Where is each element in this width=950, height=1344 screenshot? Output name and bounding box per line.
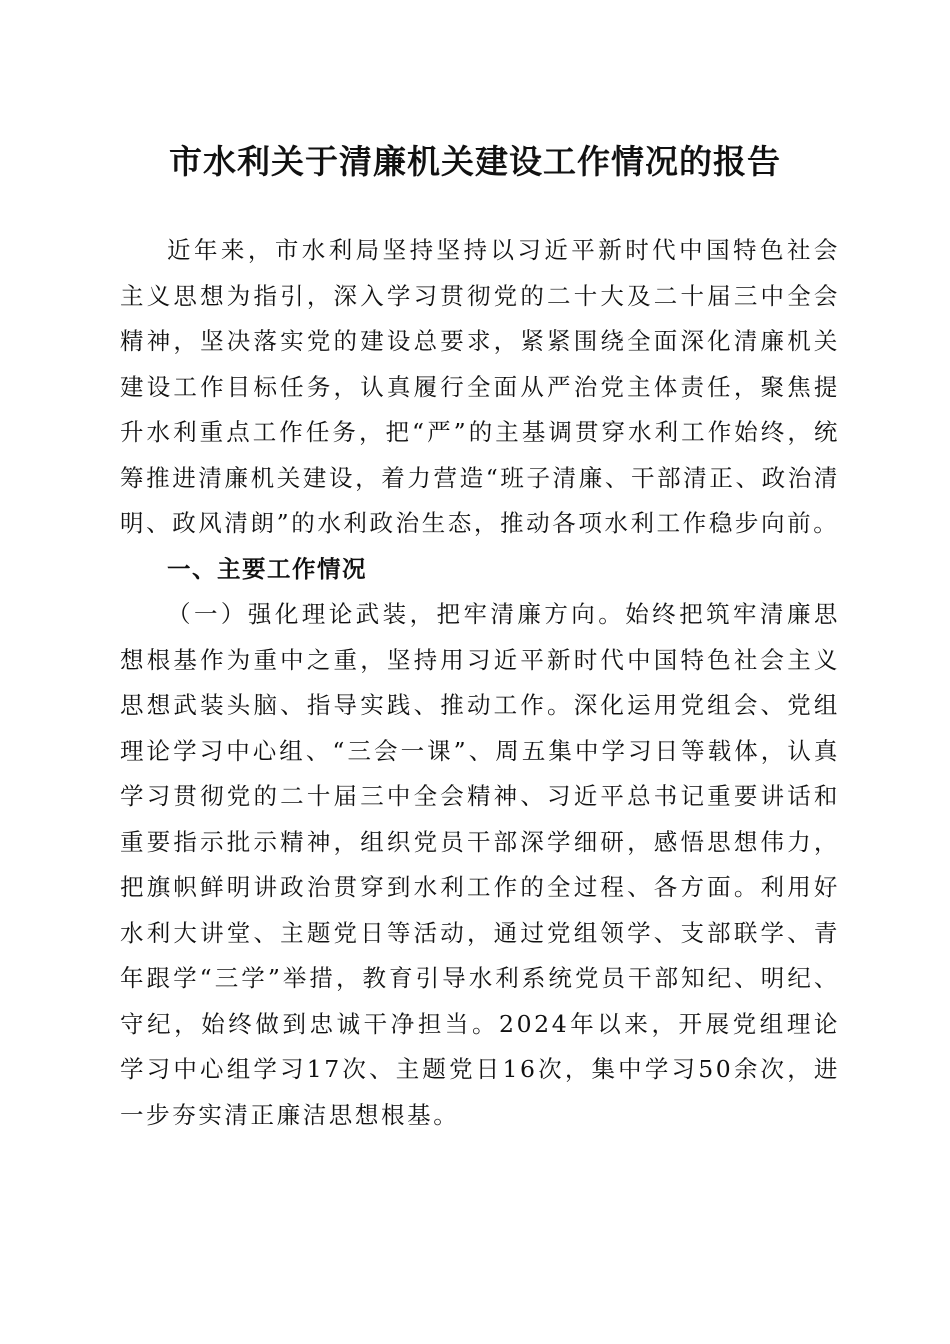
intro-paragraph: 近年来，市水利局坚持坚持以习近平新时代中国特色社会主义思想为指引，深入学习贯彻党的二十大及二十届三中全会精神，坚决落实党的建设总要求，紧紧围绕全面深化清廉机关建设工作目标任务，认真履行全面从严治党主体责任，聚焦提升水利重点工作任务，把“严”的主基调贯穿水利工作始终，统筹推进清廉机关建设，着力营造“班子清廉、干部清正、政治清明、政风清朗”的水利政治生态，推动各项水利工作稳步向前。 <box>120 236 840 537</box>
section-heading: 一、主要工作情况 <box>167 554 367 583</box>
document-body <box>120 228 840 1138</box>
section-paragraph: （一）强化理论武装，把牢清廉方向。始终把筑牢清廉思想根基作为重中之重，坚持用习近平新时代中国特色社会主义思想武装头脑、指导实践、推动工作。深化运用党组会、党组理论学习中心组、“三会一课”、周五集中学习日等载体，认真学习贯彻党的二十届三中全会精神、习近平总书记重要讲话和重要指示批示精神，组织党员干部深学细研，感悟思想伟力，把旗帜鲜明讲政治贯穿到水利工作的全过程、各方面。利用好水利大讲堂、主题党日等活动，通过党组领学、支部联学、青年跟学“三学”举措，教育引导水利系统党员干部知纪、明纪、守纪，始终做到忠诚干净担当。2024年以来，开展党组理论学习中心组学习17次、主题党日16次，集中学习50余次，进一步夯实清正廉洁思想根基。 <box>120 600 840 1129</box>
document-title: 市水利关于清廉机关建设工作情况的报告 <box>169 142 781 181</box>
